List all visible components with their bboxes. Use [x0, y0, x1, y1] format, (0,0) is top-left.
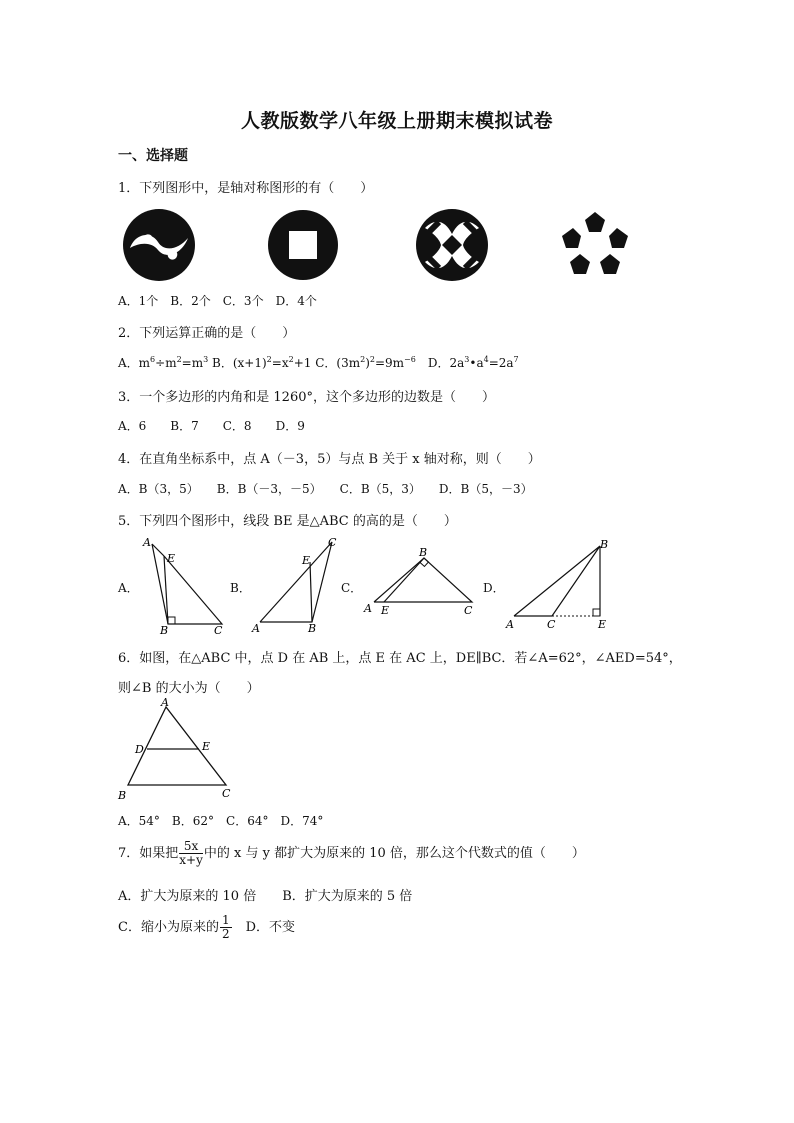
- q6-label-d: D: [135, 743, 144, 756]
- question-6-options: A．54° B．62° C．64° D．74°: [118, 814, 324, 828]
- question-7-stem: 7．如果把 $\frac{5x}{x+y}$ 中的 x 与 y 都扩大为原来的 10 倍，那么这个代数式的值（ ）: [118, 839, 585, 867]
- q6-label-b: B: [118, 789, 127, 802]
- fig-b-label-b: B: [308, 622, 317, 635]
- q6-label-c: C: [222, 787, 231, 800]
- fig-d-label-e: E: [598, 618, 607, 631]
- question-2-stem: 2．下列运算正确的是（ ）: [118, 326, 296, 341]
- q1-figure-flower-icon: [415, 208, 489, 282]
- fig-a-label-a: A: [143, 536, 151, 549]
- q5-figure-b: [250, 536, 342, 634]
- q5-label-a: A．: [118, 581, 139, 595]
- q6-label-a: A: [161, 696, 169, 709]
- q5-figure-c: [364, 548, 479, 618]
- question-4-options: A．B（3，5） B．B（－3，－5） C．B（5，3） D．B（5，－3）: [118, 482, 533, 496]
- q5-label-d: D．: [483, 581, 505, 595]
- q5-figure-d: [504, 538, 614, 634]
- fig-c-label-b: B: [419, 546, 428, 559]
- section-heading: 一、选择题: [118, 148, 188, 164]
- fig-d-label-c: C: [547, 618, 556, 631]
- question-1-options: A．1个 B．2个 C．3个 D．4个: [118, 294, 317, 308]
- q1-figure-swirl-icon: [122, 208, 196, 282]
- q7-fraction: $\frac{5x}{x+y}$: [179, 839, 203, 867]
- fig-c-label-a: A: [364, 602, 372, 615]
- question-3-options: A．6 B．7 C．8 D．9: [118, 419, 305, 433]
- q5-label-b: B．: [230, 581, 251, 595]
- question-1-stem: 1．下列图形中，是轴对称图形的有（ ）: [118, 181, 374, 196]
- q6-triangle-figure: [118, 697, 240, 805]
- question-5-stem: 5．下列四个图形中，线段 BE 是△ABC 的高的是（ ）: [118, 514, 457, 529]
- q5-figure-a: [140, 536, 230, 637]
- question-6-stem-1: 6．如图，在△ABC 中，点 D 在 AB 上，点 E 在 AC 上，DE∥BC．若∠A=62°，∠AED=54°，: [118, 651, 682, 666]
- fig-b-label-a: A: [252, 622, 260, 635]
- q5-label-c: C．: [341, 581, 363, 595]
- q6-label-e: E: [202, 740, 211, 753]
- question-4-stem: 4．在直角坐标系中，点 A（－3，5）与点 B 关于 x 轴对称，则（ ）: [118, 452, 541, 467]
- q7-option-c-fraction: $\frac{1}{2}$: [221, 913, 230, 941]
- question-3-stem: 3．一个多边形的内角和是 1260°，这个多边形的边数是（ ）: [118, 390, 495, 405]
- q1-figure-pentagons-icon: [560, 210, 630, 280]
- question-7-options-cd: C．缩小为原来的 $\frac{1}{2}$ D．不变: [118, 913, 296, 941]
- fig-a-label-b: B: [160, 624, 169, 637]
- question-6-stem-2: 则∠B 的大小为（ ）: [118, 681, 260, 696]
- question-2-options: A．$m^6\div m^2=m^3$ B．$(x+1)^2=x^2+1$ C．$(3m^2)^2=9m^{-6}$ D．$2a^3•a^4=2a^7$: [118, 355, 519, 370]
- page-title: 人教版数学八年级上册期末模拟试卷: [240, 110, 553, 132]
- q1-figure-coin-icon: [267, 208, 339, 282]
- fig-c-label-c: C: [464, 604, 473, 617]
- fig-b-label-c: C: [328, 536, 337, 549]
- fig-c-label-e: E: [381, 604, 390, 617]
- fig-a-label-e: E: [167, 552, 176, 565]
- question-7-options-ab: A．扩大为原来的 10 倍 B．扩大为原来的 5 倍: [118, 889, 413, 904]
- fig-d-label-b: B: [600, 538, 609, 551]
- fig-b-label-e: E: [302, 554, 311, 567]
- fig-d-label-a: A: [506, 618, 514, 631]
- fig-a-label-c: C: [214, 624, 223, 637]
